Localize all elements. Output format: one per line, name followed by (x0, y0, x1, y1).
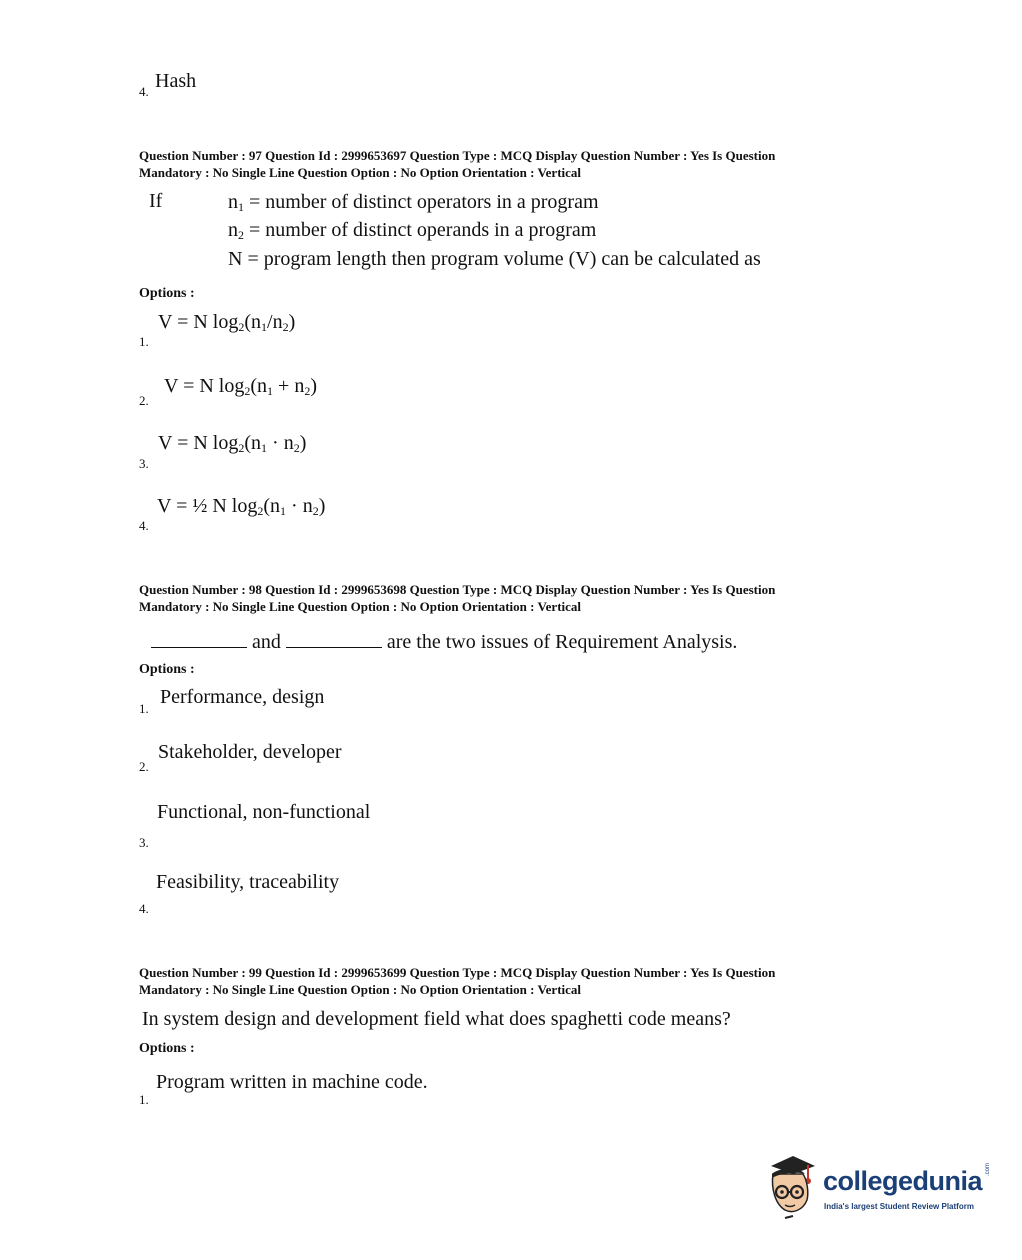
option-number: 4. (139, 518, 149, 533)
option-number: 2. (139, 759, 149, 774)
question-98-text: and are the two issues of Requirement Analysis. (151, 631, 737, 654)
question-97-meta: Question Number : 97 Question Id : 2999653697 Question Type : MCQ Display Question Number : Yes Is Question Mandatory : No Single Line Question Option : No Option Orientation : Vertical (139, 148, 776, 180)
options-label: Options : (139, 286, 195, 301)
fill-blank (151, 633, 247, 648)
option-text: V = ½ N $\log_2(n_1 \cdot n_2)$ (157, 495, 326, 518)
question-98-meta: Question Number : 98 Question Id : 2999653698 Question Type : MCQ Display Question Number : Yes Is Question Mandatory : No Single Line Question Option : No Option Orientation : Vertical (139, 582, 776, 614)
option-text: Program written in machine code. (156, 1071, 428, 1093)
question-99-text: In system design and development field what does spaghetti code means? (142, 1008, 731, 1030)
question-97-def-1: $n_1$ = number of distinct operators in a program (228, 191, 599, 214)
options-label: Options : (139, 1041, 195, 1056)
option-text: V = N $\log_2(n_1 + n_2)$ (164, 375, 317, 398)
option-number: 2. (139, 393, 149, 408)
option-text: Feasibility, traceability (156, 871, 340, 893)
option-number: 4. (139, 901, 149, 916)
option-number: 1. (139, 334, 149, 349)
option-text: Performance, design (160, 686, 325, 708)
option-number: 3. (139, 456, 149, 471)
mascot-icon (763, 1152, 821, 1222)
option-text: Stakeholder, developer (158, 741, 342, 763)
option-text: V = N $\log_2(n_1/n_2)$ (158, 311, 296, 334)
option-number: 3. (139, 835, 149, 850)
logo-wordmark: collegedunia (823, 1166, 983, 1196)
option-text: V = N $\log_2(n_1 \cdot n_2)$ (158, 432, 307, 455)
option-text: Hash (155, 70, 197, 92)
collegedunia-logo (763, 1152, 1003, 1222)
option-number: 1. (139, 1092, 149, 1107)
option-number: 1. (139, 701, 149, 716)
logo-suffix: .com (985, 1162, 991, 1176)
option-number: 4. (139, 84, 149, 99)
question-97-if: If (149, 190, 163, 212)
question-97-def-3: N = program length then program volume (V) can be calculated as (228, 248, 761, 270)
question-97-def-2: $n_2$ = number of distinct operands in a program (228, 219, 597, 242)
logo-tagline: India's largest Student Review Platform (824, 1202, 974, 1211)
options-label: Options : (139, 662, 195, 677)
option-text: Functional, non-functional (157, 801, 371, 823)
fill-blank (286, 633, 382, 648)
question-99-meta: Question Number : 99 Question Id : 2999653699 Question Type : MCQ Display Question Number : Yes Is Question Mandatory : No Single Line Question Option : No Option Orientation : Vertical (139, 965, 776, 997)
